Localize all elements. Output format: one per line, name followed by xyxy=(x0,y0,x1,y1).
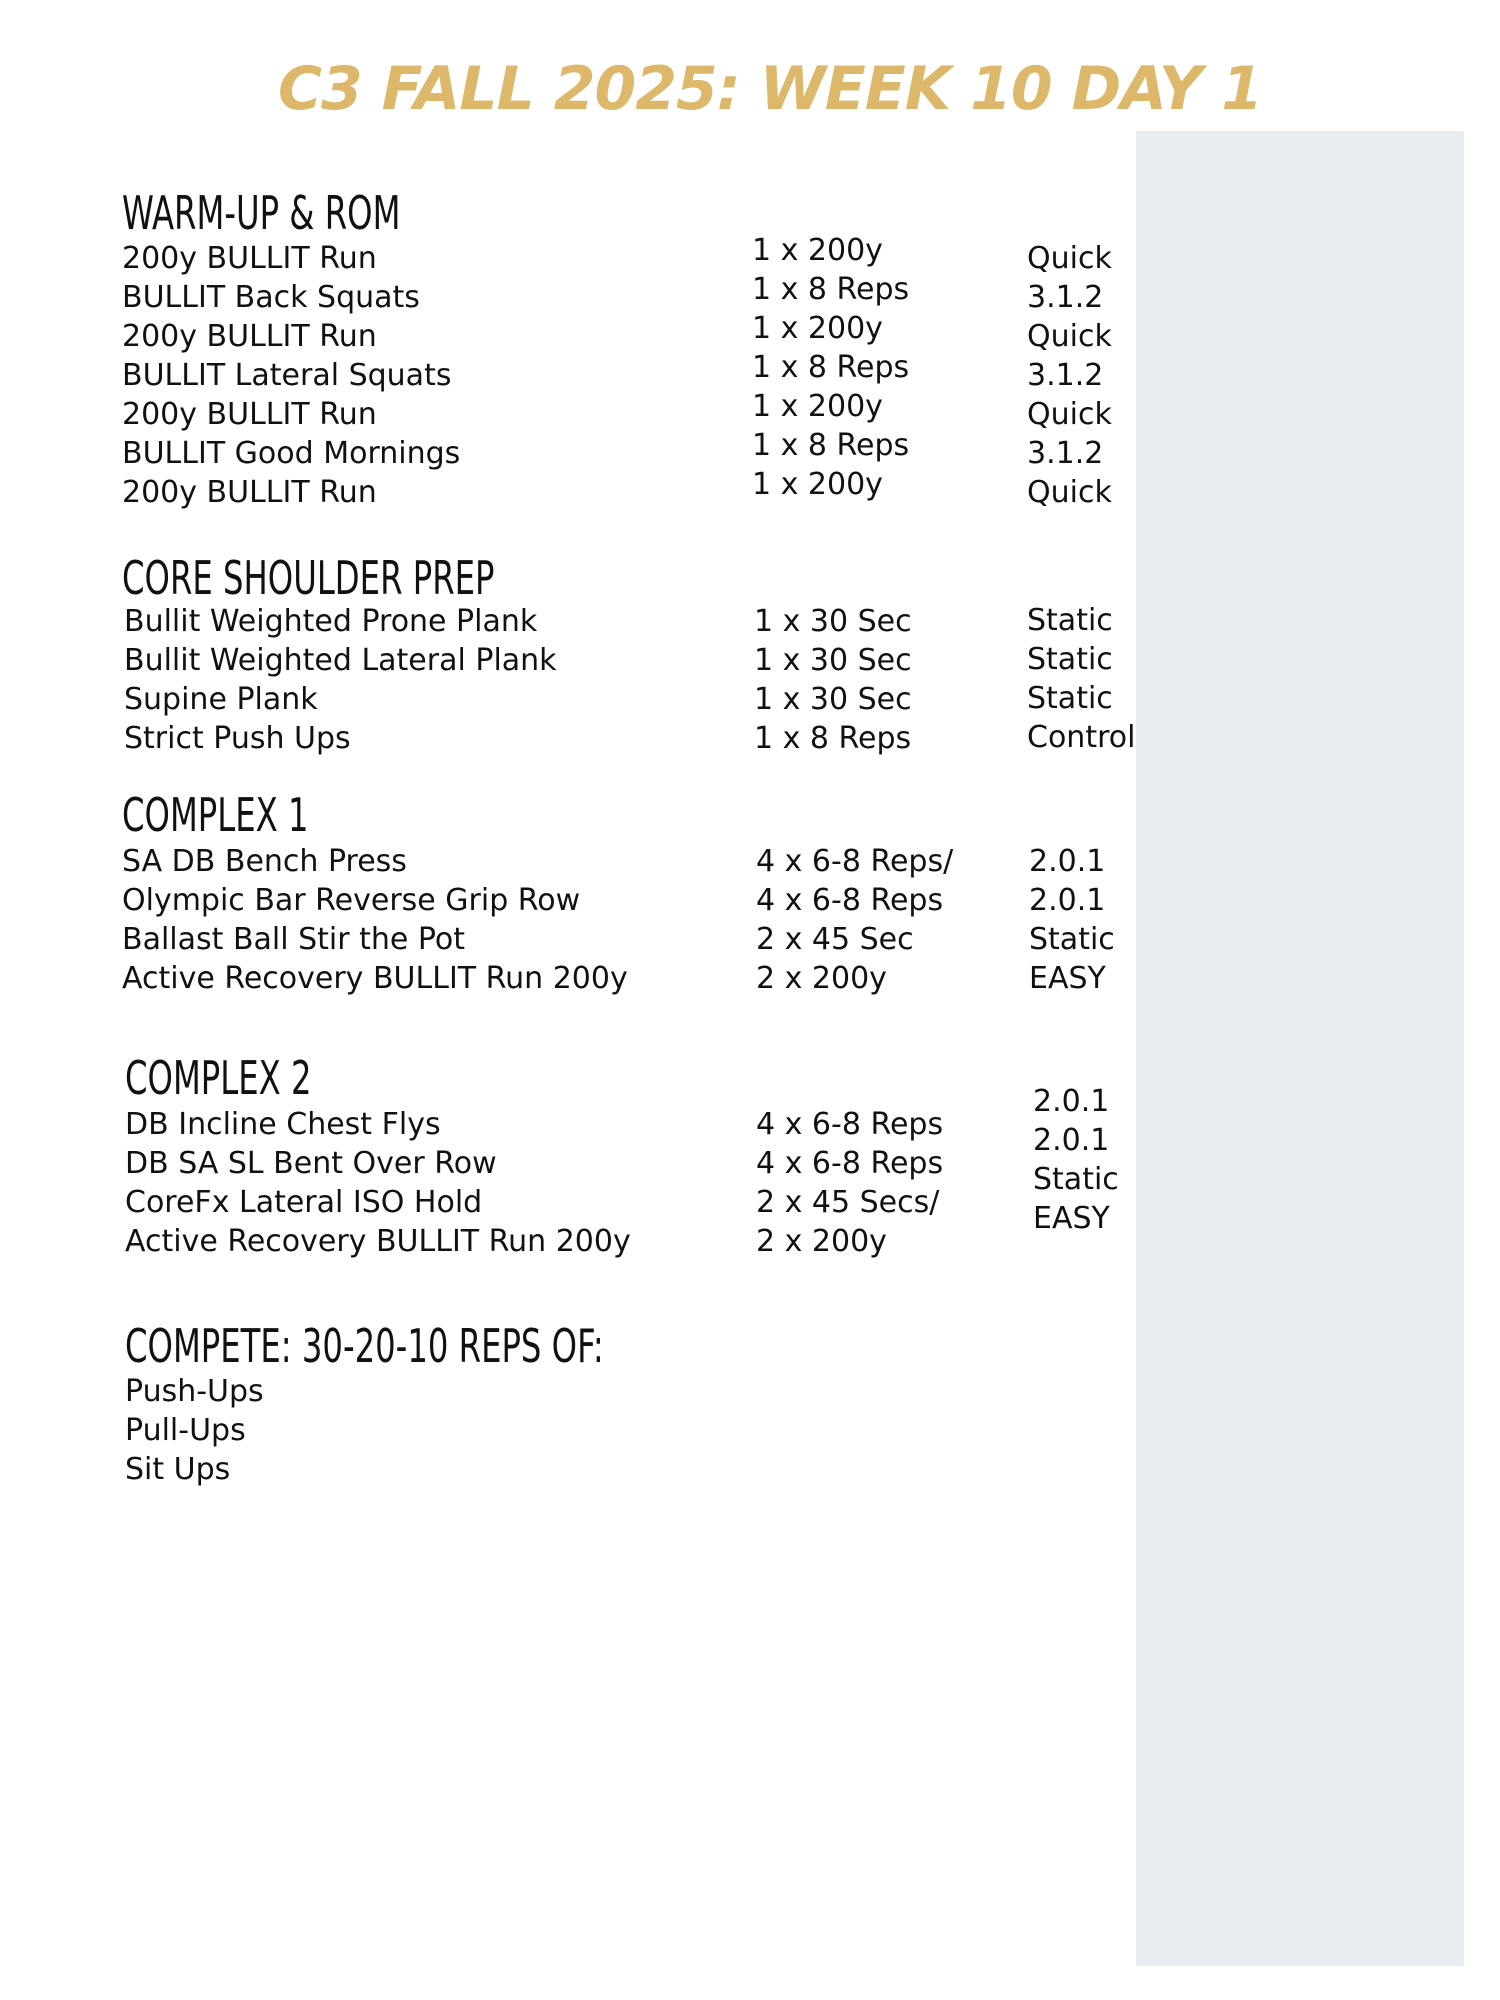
exercise-column xyxy=(122,239,460,512)
tempo: EASY xyxy=(1029,961,1106,996)
tempo: 3.1.2 xyxy=(1027,358,1104,393)
sets-reps: 1 x 8 Reps xyxy=(752,428,910,463)
section-heading: COMPETE: 30-20-10 REPS OF: xyxy=(125,1319,604,1373)
exercise-name: BULLIT Good Mornings xyxy=(122,436,461,471)
section-heading: WARM-UP & ROM xyxy=(122,186,401,240)
sets-reps: 1 x 200y xyxy=(752,467,883,502)
sets-reps: 4 x 6-8 Reps xyxy=(756,1146,944,1181)
tempo-column xyxy=(1033,1082,1119,1238)
section-heading: COMPLEX 2 xyxy=(125,1051,312,1105)
exercise-name: Strict Push Ups xyxy=(124,721,351,756)
exercise-name: BULLIT Back Squats xyxy=(122,280,420,315)
tempo-column xyxy=(1027,601,1135,757)
exercise-name: 200y BULLIT Run xyxy=(122,319,377,354)
exercise-name: Ballast Ball Stir the Pot xyxy=(122,922,466,957)
exercise-name: 200y BULLIT Run xyxy=(122,397,377,432)
tempo: Static xyxy=(1033,1162,1119,1197)
sets-column xyxy=(754,602,912,758)
tempo: 3.1.2 xyxy=(1027,436,1104,471)
sets-column xyxy=(756,1105,943,1261)
exercise-name: Active Recovery BULLIT Run 200y xyxy=(125,1224,631,1259)
tempo: Static xyxy=(1029,922,1115,957)
exercise-name: Push-Ups xyxy=(125,1374,264,1409)
sets-reps: 4 x 6-8 Reps/ xyxy=(756,844,954,879)
exercise-column xyxy=(125,1372,264,1489)
sets-reps: 4 x 6-8 Reps xyxy=(756,1107,944,1142)
section-heading: COMPLEX 1 xyxy=(122,788,309,842)
sets-reps: 2 x 200y xyxy=(756,1224,887,1259)
tempo: Control xyxy=(1027,720,1136,755)
sets-reps: 2 x 45 Secs/ xyxy=(756,1185,940,1220)
sets-reps: 1 x 8 Reps xyxy=(754,721,912,756)
sets-column xyxy=(752,231,909,504)
tempo: Quick xyxy=(1027,397,1112,432)
exercise-column xyxy=(125,1105,631,1261)
exercise-name: BULLIT Lateral Squats xyxy=(122,358,452,393)
exercise-name: 200y BULLIT Run xyxy=(122,241,377,276)
exercise-name: Active Recovery BULLIT Run 200y xyxy=(122,961,628,996)
exercise-name: Supine Plank xyxy=(124,682,318,717)
sets-reps: 1 x 8 Reps xyxy=(752,272,910,307)
sets-reps: 1 x 200y xyxy=(752,233,883,268)
tempo: 2.0.1 xyxy=(1029,844,1106,879)
sets-reps: 1 x 30 Sec xyxy=(754,643,912,678)
exercise-name: DB Incline Chest Flys xyxy=(125,1107,441,1142)
exercise-name: Olympic Bar Reverse Grip Row xyxy=(122,883,581,918)
sets-reps: 1 x 200y xyxy=(752,311,883,346)
section-heading: CORE SHOULDER PREP xyxy=(122,551,495,605)
tempo-column xyxy=(1029,842,1115,998)
tempo: 2.0.1 xyxy=(1033,1123,1110,1158)
side-panel xyxy=(1136,131,1464,1966)
exercise-name: DB SA SL Bent Over Row xyxy=(125,1146,497,1181)
exercise-name: Bullit Weighted Lateral Plank xyxy=(124,643,557,678)
tempo: Static xyxy=(1027,681,1113,716)
tempo: Static xyxy=(1027,642,1113,677)
sets-reps: 2 x 45 Sec xyxy=(756,922,914,957)
page-title: C3 FALL 2025: WEEK 10 DAY 1 xyxy=(278,54,1262,124)
exercise-column xyxy=(122,842,628,998)
tempo: EASY xyxy=(1033,1201,1110,1236)
tempo: 2.0.1 xyxy=(1029,883,1106,918)
sets-reps: 2 x 200y xyxy=(756,961,887,996)
exercise-name: Pull-Ups xyxy=(125,1413,246,1448)
sets-reps: 1 x 30 Sec xyxy=(754,682,912,717)
tempo: Quick xyxy=(1027,241,1112,276)
exercise-name: Bullit Weighted Prone Plank xyxy=(124,604,538,639)
tempo: 2.0.1 xyxy=(1033,1084,1110,1119)
sets-reps: 1 x 8 Reps xyxy=(752,350,910,385)
exercise-column xyxy=(124,602,557,758)
exercise-name: CoreFx Lateral ISO Hold xyxy=(125,1185,483,1220)
exercise-name: SA DB Bench Press xyxy=(122,844,407,879)
exercise-name: 200y BULLIT Run xyxy=(122,475,377,510)
sets-column xyxy=(756,842,953,998)
tempo: 3.1.2 xyxy=(1027,280,1104,315)
tempo: Static xyxy=(1027,603,1113,638)
tempo: Quick xyxy=(1027,475,1112,510)
tempo: Quick xyxy=(1027,319,1112,354)
sets-reps: 1 x 30 Sec xyxy=(754,604,912,639)
sets-reps: 1 x 200y xyxy=(752,389,883,424)
exercise-name: Sit Ups xyxy=(125,1452,231,1487)
tempo-column xyxy=(1027,239,1112,512)
sets-reps: 4 x 6-8 Reps xyxy=(756,883,944,918)
